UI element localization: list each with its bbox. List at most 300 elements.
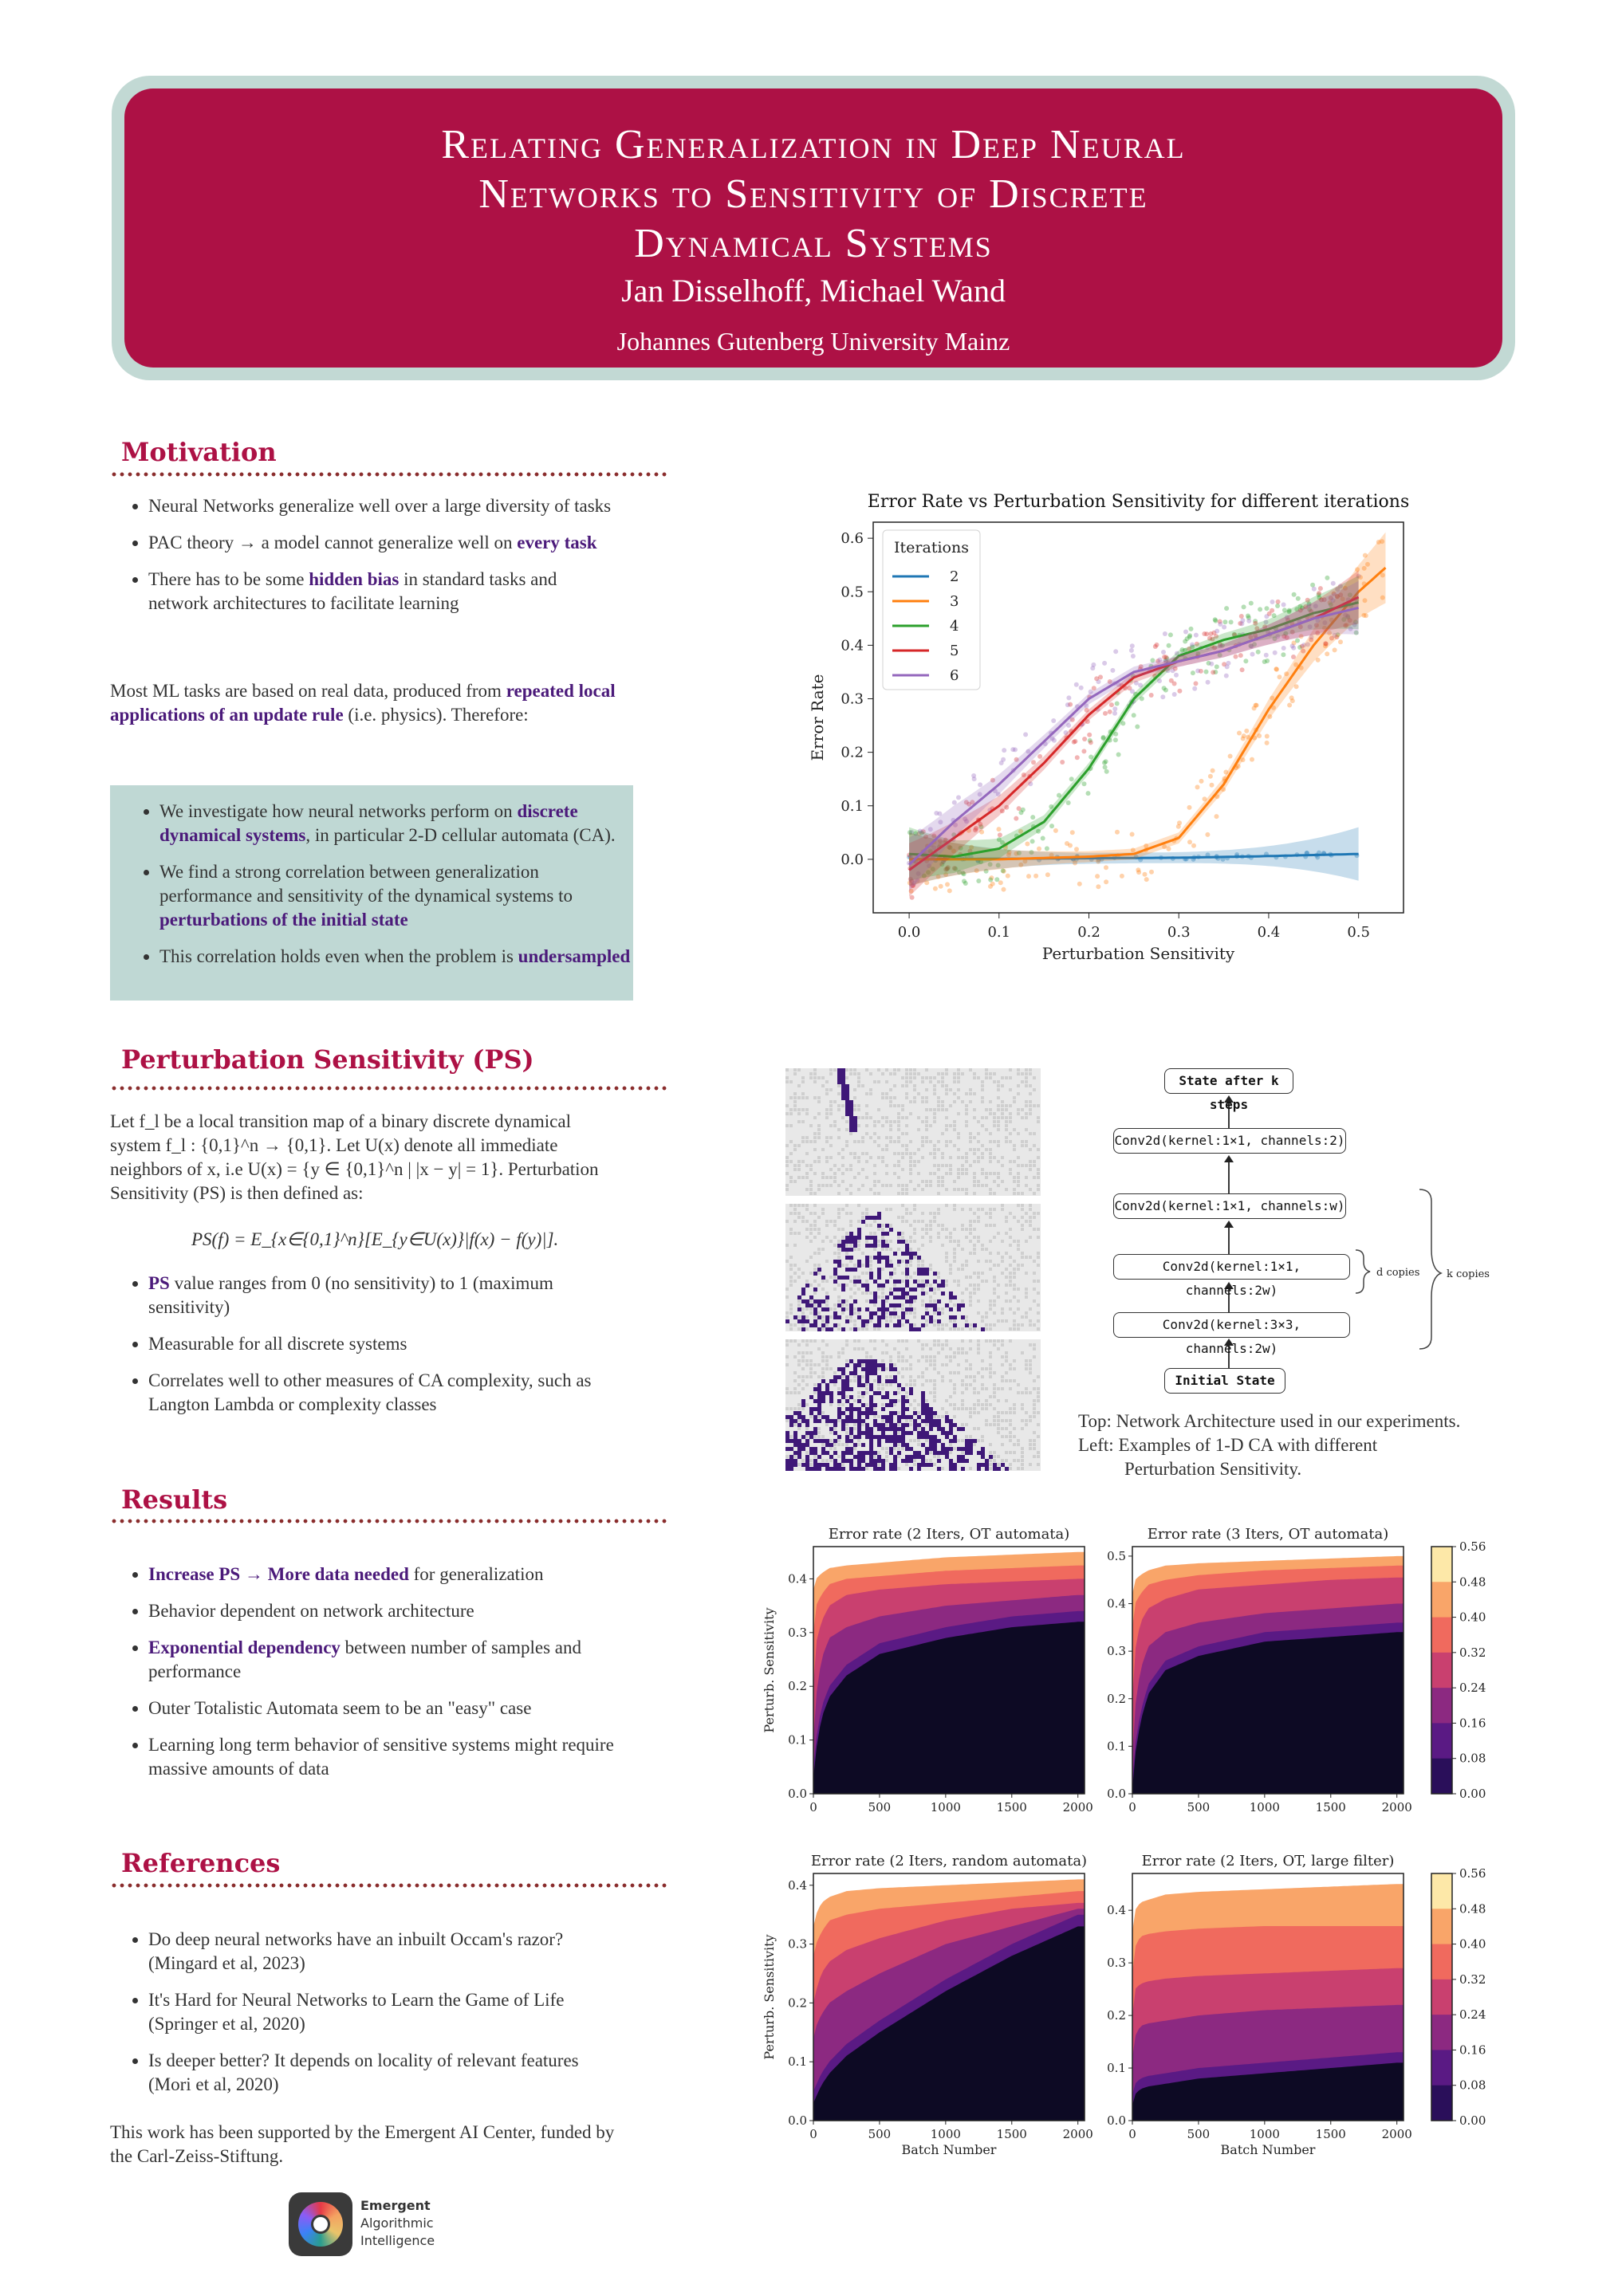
ca-active-cell: [845, 1383, 849, 1387]
ca-cell: [941, 1132, 944, 1135]
ca-cell: [997, 1455, 1000, 1458]
ca-active-cell: [857, 1399, 861, 1403]
ca-cell: [1001, 1076, 1004, 1079]
ca-cell: [993, 1116, 996, 1119]
ca-cell: [821, 1411, 825, 1414]
ca-active-cell: [917, 1451, 921, 1455]
ca-cell: [1037, 1387, 1040, 1390]
ca-cell: [973, 1403, 976, 1406]
ca-cell: [873, 1347, 876, 1350]
ca-cell: [1037, 1292, 1040, 1295]
ca-cell: [953, 1124, 956, 1127]
ca-active-cell: [793, 1431, 797, 1435]
ca-cell: [801, 1339, 805, 1343]
ca-cell: [857, 1156, 860, 1159]
ca-active-cell: [905, 1268, 909, 1272]
y-tick-label: 0.2: [1107, 2008, 1126, 2023]
ca-active-cell: [889, 1447, 893, 1451]
ca-cell: [905, 1295, 908, 1299]
ca-active-cell: [849, 1459, 853, 1463]
ca-active-cell: [933, 1451, 937, 1455]
ca-cell: [989, 1156, 992, 1159]
ca-active-cell: [941, 1427, 945, 1431]
ca-cell: [901, 1216, 904, 1219]
ca-active-cell: [933, 1280, 937, 1284]
ca-cell: [1037, 1116, 1040, 1119]
ca-active-cell: [877, 1443, 881, 1447]
ca-cell: [985, 1280, 988, 1283]
ca-active-cell: [901, 1403, 905, 1407]
ca-cell: [805, 1152, 809, 1155]
ca-cell: [977, 1427, 980, 1430]
ca-active-cell: [869, 1387, 873, 1391]
ca-cell: [853, 1347, 856, 1350]
ca-cell: [949, 1403, 952, 1406]
ca-cell: [933, 1116, 936, 1119]
ca-cell: [901, 1272, 904, 1275]
ca-cell: [933, 1383, 936, 1386]
ca-cell: [1037, 1451, 1040, 1454]
ca-cell: [929, 1459, 932, 1462]
ca-cell: [825, 1359, 829, 1362]
ca-cell: [789, 1152, 793, 1155]
ca-cell: [1009, 1419, 1012, 1422]
ca-cell: [997, 1415, 1000, 1418]
scatter-point: [1262, 659, 1267, 664]
ca-cell: [841, 1443, 844, 1446]
ca-cell: [905, 1096, 908, 1099]
ca-cell: [961, 1391, 964, 1394]
ca-active-cell: [849, 1120, 853, 1124]
scatter-point: [1191, 843, 1196, 848]
ca-cell: [933, 1172, 936, 1175]
ca-cell: [981, 1096, 984, 1099]
ps-divider: [110, 1086, 668, 1091]
ca-cell: [865, 1160, 868, 1163]
ca-cell: [857, 1439, 860, 1442]
results-bullet-1: • Increase PS → More data needed for generalization: [148, 1563, 620, 1586]
ca-active-cell: [785, 1431, 789, 1435]
ca-cell: [1025, 1076, 1028, 1079]
ca-active-cell: [949, 1427, 953, 1431]
scatter-point: [1115, 830, 1120, 835]
ca-cell: [857, 1172, 860, 1175]
ca-active-cell: [965, 1439, 969, 1443]
ca-cell: [877, 1367, 880, 1370]
ca-cell: [861, 1395, 864, 1398]
ca-cell: [789, 1407, 793, 1410]
ca-cell: [797, 1343, 801, 1347]
ca-cell: [873, 1327, 876, 1331]
ca-active-cell: [821, 1439, 825, 1443]
ca-cell: [793, 1108, 797, 1111]
ca-cell: [905, 1184, 908, 1187]
ca-cell: [973, 1327, 976, 1331]
ca-cell: [869, 1156, 872, 1159]
ca-cell: [789, 1176, 793, 1179]
scatter-point: [1256, 650, 1261, 655]
ca-cell: [857, 1288, 860, 1291]
ca-cell: [977, 1076, 980, 1079]
ca-cell: [893, 1315, 896, 1319]
colorbar-tick-label: 0.08: [1459, 2078, 1486, 2093]
ca-cell: [1009, 1116, 1012, 1119]
ca-cell: [961, 1339, 964, 1343]
ca-active-cell: [941, 1447, 945, 1451]
ca-active-cell: [949, 1292, 953, 1295]
ca-active-cell: [865, 1463, 869, 1467]
ca-cell: [881, 1268, 884, 1271]
ca-active-cell: [825, 1295, 829, 1299]
ca-cell: [809, 1224, 813, 1227]
ca-cell: [993, 1208, 996, 1211]
ca-cell: [977, 1371, 980, 1374]
ca-active-cell: [929, 1463, 933, 1467]
ca-cell: [917, 1116, 920, 1119]
scatter-point: [1295, 639, 1300, 643]
ca-active-cell: [905, 1455, 909, 1459]
ca-cell: [965, 1188, 968, 1191]
ca-cell: [825, 1299, 829, 1303]
ca-cell: [1029, 1391, 1032, 1394]
scatter-point: [1215, 664, 1219, 669]
ca-cell: [1025, 1212, 1028, 1215]
ca-cell: [925, 1076, 928, 1079]
ca-cell: [989, 1072, 992, 1075]
ca-cell: [925, 1224, 928, 1227]
ca-cell: [933, 1108, 936, 1111]
ca-active-cell: [797, 1451, 801, 1455]
scatter-point: [1070, 830, 1075, 835]
ca-cell: [997, 1387, 1000, 1390]
ca-cell: [933, 1399, 936, 1402]
ca-active-cell: [893, 1391, 897, 1395]
ca-cell: [897, 1160, 900, 1163]
ca-cell: [885, 1096, 888, 1099]
ca-active-cell: [921, 1272, 925, 1276]
ca-cell: [785, 1244, 789, 1247]
ca-cell: [949, 1104, 952, 1107]
ca-cell: [785, 1455, 789, 1458]
ca-active-cell: [881, 1299, 885, 1303]
ca-cell: [877, 1240, 880, 1243]
ca-cell: [905, 1192, 908, 1195]
ca-cell: [921, 1264, 924, 1267]
ca-cell: [973, 1220, 976, 1223]
ca-cell: [1001, 1419, 1004, 1422]
ca-active-cell: [897, 1240, 901, 1244]
ca-active-cell: [881, 1415, 885, 1419]
scatter-point: [1213, 617, 1218, 622]
ca-active-cell: [853, 1124, 857, 1128]
ca-cell: [813, 1455, 817, 1458]
ca-active-cell: [873, 1363, 877, 1367]
ca-cell: [797, 1303, 801, 1307]
ca-cell: [901, 1104, 904, 1107]
ca-active-cell: [921, 1399, 925, 1403]
ca-cell: [805, 1307, 809, 1311]
ca-cell: [885, 1240, 888, 1243]
ca-cell: [949, 1347, 952, 1350]
ca-active-cell: [873, 1435, 877, 1439]
scatter-point: [1108, 710, 1112, 714]
ca-active-cell: [845, 1240, 849, 1244]
ca-cell: [889, 1260, 892, 1263]
scatter-point: [976, 879, 981, 883]
d-copies-brace-icon: [1356, 1250, 1370, 1293]
ca-active-cell: [961, 1303, 965, 1307]
ca-cell: [937, 1327, 940, 1331]
ca-cell: [897, 1236, 900, 1239]
ca-cell: [977, 1411, 980, 1414]
ca-active-cell: [865, 1288, 869, 1292]
ca-cell: [921, 1280, 924, 1283]
ca-cell: [857, 1080, 860, 1083]
ca-cell: [825, 1116, 829, 1119]
ca-cell: [881, 1403, 884, 1406]
ca-active-cell: [873, 1236, 877, 1240]
ca-cell: [865, 1068, 868, 1071]
colorbar-tick-label: 0.24: [1459, 2007, 1486, 2023]
ca-cell: [881, 1383, 884, 1386]
ca-cell: [961, 1407, 964, 1410]
ca-cell: [809, 1459, 813, 1462]
ca-cell: [1033, 1260, 1036, 1263]
heatmap-title: Error rate (2 Iters, random automata): [810, 1853, 1088, 1869]
ca-cell: [797, 1383, 801, 1386]
ca-cell: [973, 1427, 976, 1430]
ca-active-cell: [969, 1447, 973, 1451]
ca-cell: [917, 1264, 920, 1267]
ca-cell: [797, 1096, 801, 1099]
ca-cell: [937, 1455, 940, 1458]
ca-cell: [861, 1252, 864, 1255]
ca-active-cell: [813, 1311, 817, 1315]
ca-cell: [905, 1092, 908, 1095]
ca-cell: [1001, 1355, 1004, 1358]
ca-active-cell: [865, 1264, 869, 1268]
ca-cell: [929, 1299, 932, 1303]
ca-cell: [1025, 1084, 1028, 1087]
ca-cell: [913, 1272, 916, 1275]
ca-cell: [1005, 1292, 1008, 1295]
ca-cell: [969, 1303, 972, 1307]
ca-cell: [913, 1240, 916, 1243]
ca-active-cell: [865, 1244, 869, 1248]
ca-cell: [833, 1124, 837, 1127]
ca-cell: [897, 1339, 900, 1343]
ca-cell: [913, 1307, 916, 1311]
ca-active-cell: [933, 1435, 937, 1439]
ca-cell: [933, 1391, 936, 1394]
ca-cell: [1009, 1411, 1012, 1414]
ca-cell: [921, 1080, 924, 1083]
ca-active-cell: [857, 1459, 861, 1463]
ca-cell: [913, 1188, 916, 1191]
scatter-point: [1104, 769, 1109, 774]
ca-active-cell: [849, 1447, 853, 1451]
ca-cell: [841, 1104, 844, 1107]
ca-active-cell: [857, 1407, 861, 1411]
ca-cell: [957, 1244, 960, 1247]
y-tick-label: 0.0: [1107, 1787, 1126, 1801]
ca-active-cell: [881, 1459, 885, 1463]
ca-cell: [977, 1216, 980, 1219]
ca-cell: [981, 1124, 984, 1127]
ca-cell: [825, 1156, 829, 1159]
ca-cell: [901, 1132, 904, 1135]
ca-cell: [973, 1443, 976, 1446]
ca-active-cell: [845, 1375, 849, 1379]
ca-cell: [809, 1228, 813, 1231]
ca-active-cell: [873, 1292, 877, 1295]
ca-cell: [917, 1375, 920, 1378]
scatter-point: [1066, 695, 1071, 700]
ca-active-cell: [789, 1455, 793, 1459]
ca-cell: [933, 1395, 936, 1398]
ca-cell: [965, 1152, 968, 1155]
ca-cell: [1009, 1339, 1012, 1343]
ca-cell: [877, 1415, 880, 1418]
ca-cell: [1009, 1244, 1012, 1247]
ca-cell: [821, 1172, 825, 1175]
scatter-point: [1276, 600, 1281, 604]
ca-cell: [913, 1100, 916, 1103]
ca-active-cell: [857, 1455, 861, 1459]
ca-active-cell: [869, 1272, 873, 1276]
ca-cell: [985, 1367, 988, 1370]
x-tick-label: 0: [809, 2127, 817, 2141]
scatter-point: [1143, 872, 1148, 877]
ca-active-cell: [869, 1411, 873, 1415]
ca-active-cell: [797, 1295, 801, 1299]
ca-active-cell: [921, 1403, 925, 1407]
ca-cell: [933, 1216, 936, 1219]
ca-active-cell: [913, 1455, 917, 1459]
ca-cell: [925, 1232, 928, 1235]
ca-cell: [873, 1124, 876, 1127]
ca-cell: [849, 1192, 852, 1195]
ca-cell: [949, 1168, 952, 1171]
ca-cell: [961, 1224, 964, 1227]
ca-cell: [885, 1315, 888, 1319]
ca-cell: [1013, 1451, 1016, 1454]
ca-cell: [845, 1188, 848, 1191]
ca-cell: [853, 1447, 856, 1450]
ca-active-cell: [925, 1280, 929, 1284]
ca-cell: [997, 1419, 1000, 1422]
ca-cell: [1037, 1256, 1040, 1259]
ca-cell: [957, 1327, 960, 1331]
ca-active-cell: [917, 1423, 921, 1427]
ca-cell: [905, 1132, 908, 1135]
ca-cell: [845, 1303, 848, 1307]
ca-cell: [861, 1375, 864, 1378]
ca-cell: [1037, 1455, 1040, 1458]
ca-cell: [1037, 1156, 1040, 1159]
ca-cell: [997, 1084, 1000, 1087]
ca-cell: [973, 1411, 976, 1414]
x-tick-label: 2000: [1062, 2127, 1093, 2141]
ca-cell: [989, 1367, 992, 1370]
ca-cell: [901, 1260, 904, 1263]
ca-cell: [1021, 1459, 1024, 1462]
ca-active-cell: [965, 1323, 969, 1327]
ca-cell: [821, 1435, 825, 1438]
ca-active-cell: [909, 1467, 913, 1471]
ca-cell: [869, 1268, 872, 1271]
ca-cell: [985, 1315, 988, 1319]
ca-cell: [961, 1439, 964, 1442]
ca-cell: [925, 1359, 928, 1362]
ca-cell: [945, 1343, 948, 1347]
scatter-point: [1082, 737, 1087, 741]
ca-active-cell: [877, 1423, 881, 1427]
ca-cell: [801, 1120, 805, 1123]
ca-cell: [881, 1224, 884, 1227]
ca-cell: [925, 1319, 928, 1323]
ca-cell: [989, 1188, 992, 1191]
ca-cell: [1001, 1379, 1004, 1382]
ca-cell: [849, 1164, 852, 1167]
ca-active-cell: [849, 1467, 853, 1471]
ca-cell: [977, 1220, 980, 1223]
ca-cell: [937, 1288, 940, 1291]
ca-active-cell: [929, 1419, 933, 1423]
ca-cell: [837, 1455, 841, 1458]
ca-active-cell: [921, 1391, 925, 1395]
ca-active-cell: [849, 1236, 853, 1240]
ca-cell: [977, 1343, 980, 1347]
ca-cell: [797, 1315, 801, 1319]
ca-cell: [853, 1319, 856, 1323]
ca-cell: [805, 1327, 809, 1331]
ca-cell: [825, 1224, 829, 1227]
heatmap-title: Error rate (2 Iters, OT automata): [828, 1526, 1070, 1543]
ca-active-cell: [821, 1395, 825, 1399]
ca-cell: [825, 1160, 829, 1163]
ca-active-cell: [929, 1411, 933, 1415]
ca-cell: [1013, 1180, 1016, 1183]
ca-cell: [865, 1092, 868, 1095]
ca-cell: [949, 1140, 952, 1143]
ca-active-cell: [845, 1256, 849, 1260]
poster-title-line-3: Dynamical Systems: [634, 221, 993, 266]
ca-active-cell: [857, 1264, 861, 1268]
ca-cell: [1005, 1284, 1008, 1287]
y-tick-label: 0.4: [1107, 1903, 1126, 1918]
x-tick-label: 2000: [1062, 1800, 1093, 1814]
ca-cell: [1037, 1104, 1040, 1107]
ca-cell: [1013, 1403, 1016, 1406]
ca-cell: [889, 1184, 892, 1187]
ca-cell: [825, 1303, 829, 1307]
ca-active-cell: [825, 1463, 829, 1467]
ca-cell: [1017, 1156, 1020, 1159]
ca-cell: [849, 1319, 852, 1323]
scatter-point: [1002, 887, 1006, 892]
ca-cell: [1021, 1315, 1024, 1319]
ca-cell: [1029, 1072, 1032, 1075]
ca-cell: [797, 1216, 801, 1219]
ca-cell: [1021, 1080, 1024, 1083]
ca-active-cell: [937, 1451, 941, 1455]
ca-cell: [905, 1463, 908, 1466]
ca-cell: [797, 1212, 801, 1215]
ca-active-cell: [877, 1252, 881, 1256]
ca-cell: [981, 1435, 984, 1438]
ca-cell: [925, 1108, 928, 1111]
